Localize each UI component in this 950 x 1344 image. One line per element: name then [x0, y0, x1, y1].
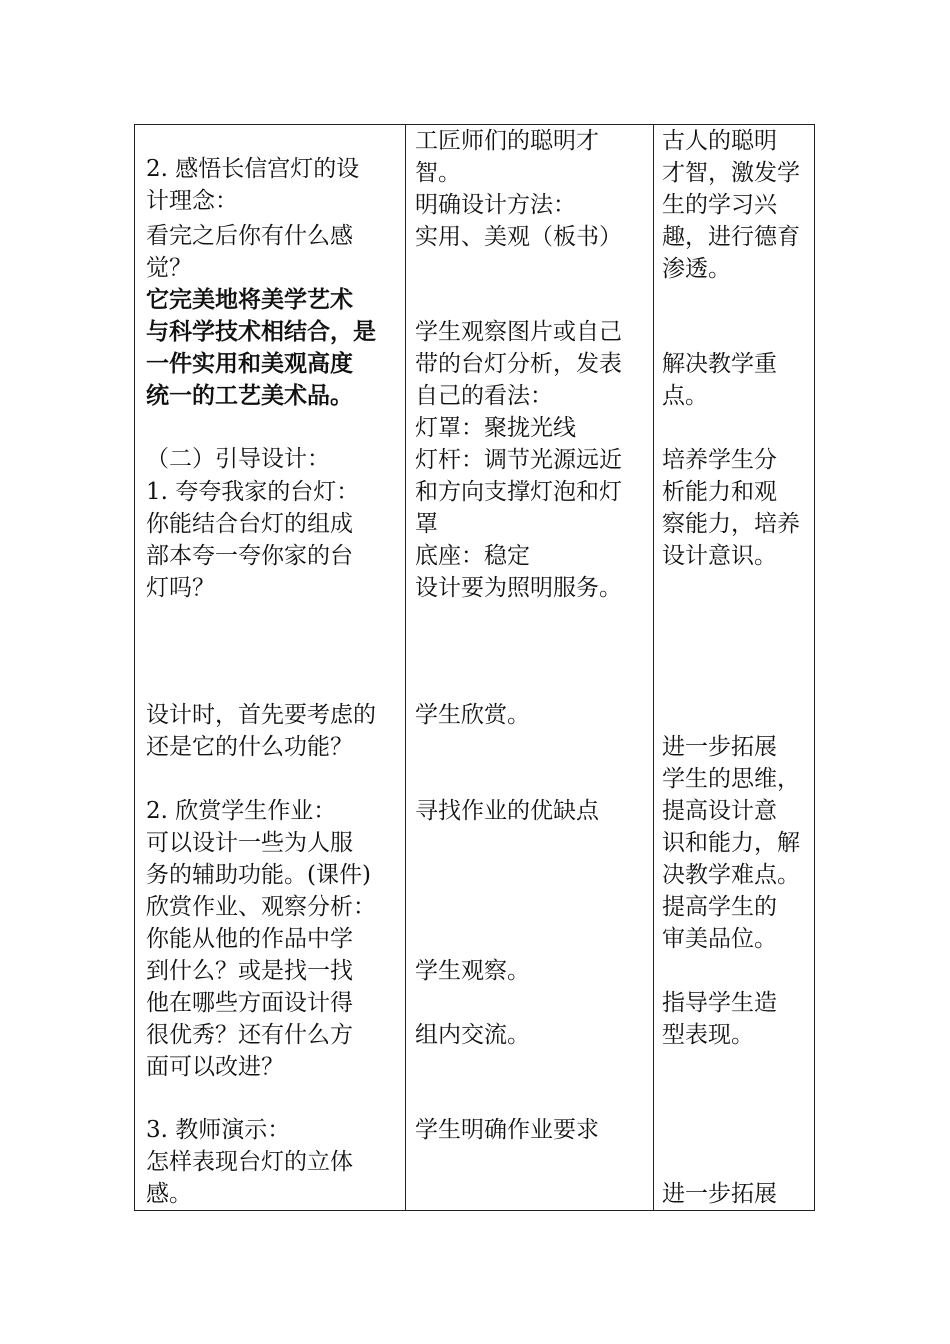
text-line: 一件实用和美观高度 [146, 350, 353, 377]
teacher-activity-column [135, 125, 406, 1210]
text-line: 面可以改进？ [146, 1054, 284, 1080]
text-line: （二）引导设计： [146, 446, 330, 472]
text-line: 学生明确作业要求 [415, 1117, 599, 1143]
text-line: 进一步拓展 [662, 734, 777, 760]
text-line: 提高设计意 [662, 798, 777, 824]
text-line: 学生的思维， [662, 766, 800, 792]
text-line: 才智，激发学 [662, 160, 800, 186]
text-line: 灯罩：聚拢光线 [415, 415, 576, 441]
text-line: 1. 夸夸我家的台灯： [146, 479, 360, 505]
text-line: 统一的工艺美术品。 [146, 382, 353, 409]
text-line: 到什么？或是找一找 [146, 958, 353, 984]
text-line: 趣，进行德育 [662, 224, 800, 250]
text-line: 学生观察图片或自己 [415, 319, 622, 345]
text-line: 工匠师们的聪明才 [415, 128, 599, 154]
text-line: 与科学技术相结合，是 [146, 318, 376, 345]
text-line: 析能力和观 [662, 479, 777, 505]
text-line: 觉？ [146, 255, 192, 281]
text-line: 底座：稳定 [415, 543, 530, 569]
text-line: 灯杆：调节光源远近 [415, 447, 622, 473]
text-line: 智。 [415, 160, 461, 186]
text-line: 他在哪些方面设计得 [146, 990, 353, 1016]
text-line: 它完美地将美学艺术 [146, 286, 353, 313]
text-line: 设计要为照明服务。 [415, 575, 622, 601]
design-intent-column [653, 125, 814, 1210]
text-line: 学生观察。 [415, 958, 530, 984]
text-line: 看完之后你有什么感 [146, 223, 353, 249]
text-line: 3. 教师演示： [146, 1117, 291, 1143]
text-line: 渗透。 [662, 256, 731, 282]
text-line: 解决教学重 [662, 351, 777, 377]
lesson-plan-table [134, 124, 815, 1211]
text-line: 决教学难点。 [662, 862, 800, 888]
text-line: 指导学生造 [662, 990, 777, 1016]
text-line: 自己的看法： [415, 383, 553, 409]
text-line: 罩 [415, 511, 438, 537]
text-line: 感。 [146, 1181, 192, 1207]
text-line: 灯吗？ [146, 575, 215, 601]
text-line: 点。 [662, 383, 708, 409]
text-line: 部本夸一夸你家的台 [146, 543, 353, 569]
text-line: 审美品位。 [662, 926, 777, 952]
text-line: 还是它的什么功能？ [146, 734, 353, 760]
text-line: 设计意识。 [662, 543, 777, 569]
text-line: 怎样表现台灯的立体 [146, 1149, 353, 1175]
text-line: 2. 感悟长信宫灯的设 [146, 156, 360, 182]
text-line: 寻找作业的优缺点 [415, 798, 599, 824]
text-line: 组内交流。 [415, 1022, 530, 1048]
text-line: 进一步拓展 [662, 1181, 777, 1207]
student-activity-column [405, 125, 654, 1210]
text-line: 培养学生分 [662, 447, 777, 473]
text-line: 带的台灯分析，发表 [415, 351, 622, 377]
text-line: 学生欣赏。 [415, 702, 530, 728]
text-line: 你能从他的作品中学 [146, 926, 353, 952]
text-line: 设计时，首先要考虑的 [146, 702, 376, 728]
text-line: 识和能力，解 [662, 830, 800, 856]
text-line: 提高学生的 [662, 894, 777, 920]
text-line: 你能结合台灯的组成 [146, 511, 353, 537]
text-line: 明确设计方法： [415, 192, 576, 218]
text-line: 型表现。 [662, 1022, 754, 1048]
text-line: 和方向支撑灯泡和灯 [415, 479, 622, 505]
text-line: 古人的聪明 [662, 128, 777, 154]
text-line: 生的学习兴 [662, 192, 777, 218]
text-line: 2. 欣赏学生作业： [146, 798, 337, 824]
text-line: 实用、美观（板书） [415, 224, 622, 250]
text-line: 计理念： [146, 188, 238, 214]
text-line: 可以设计一些为人服 [146, 830, 353, 856]
text-line: 很优秀？还有什么方 [146, 1022, 353, 1048]
text-line: 务的辅助功能。(课件) [146, 862, 371, 888]
text-line: 察能力，培养 [662, 511, 800, 537]
text-line: 欣赏作业、观察分析： [146, 894, 376, 920]
